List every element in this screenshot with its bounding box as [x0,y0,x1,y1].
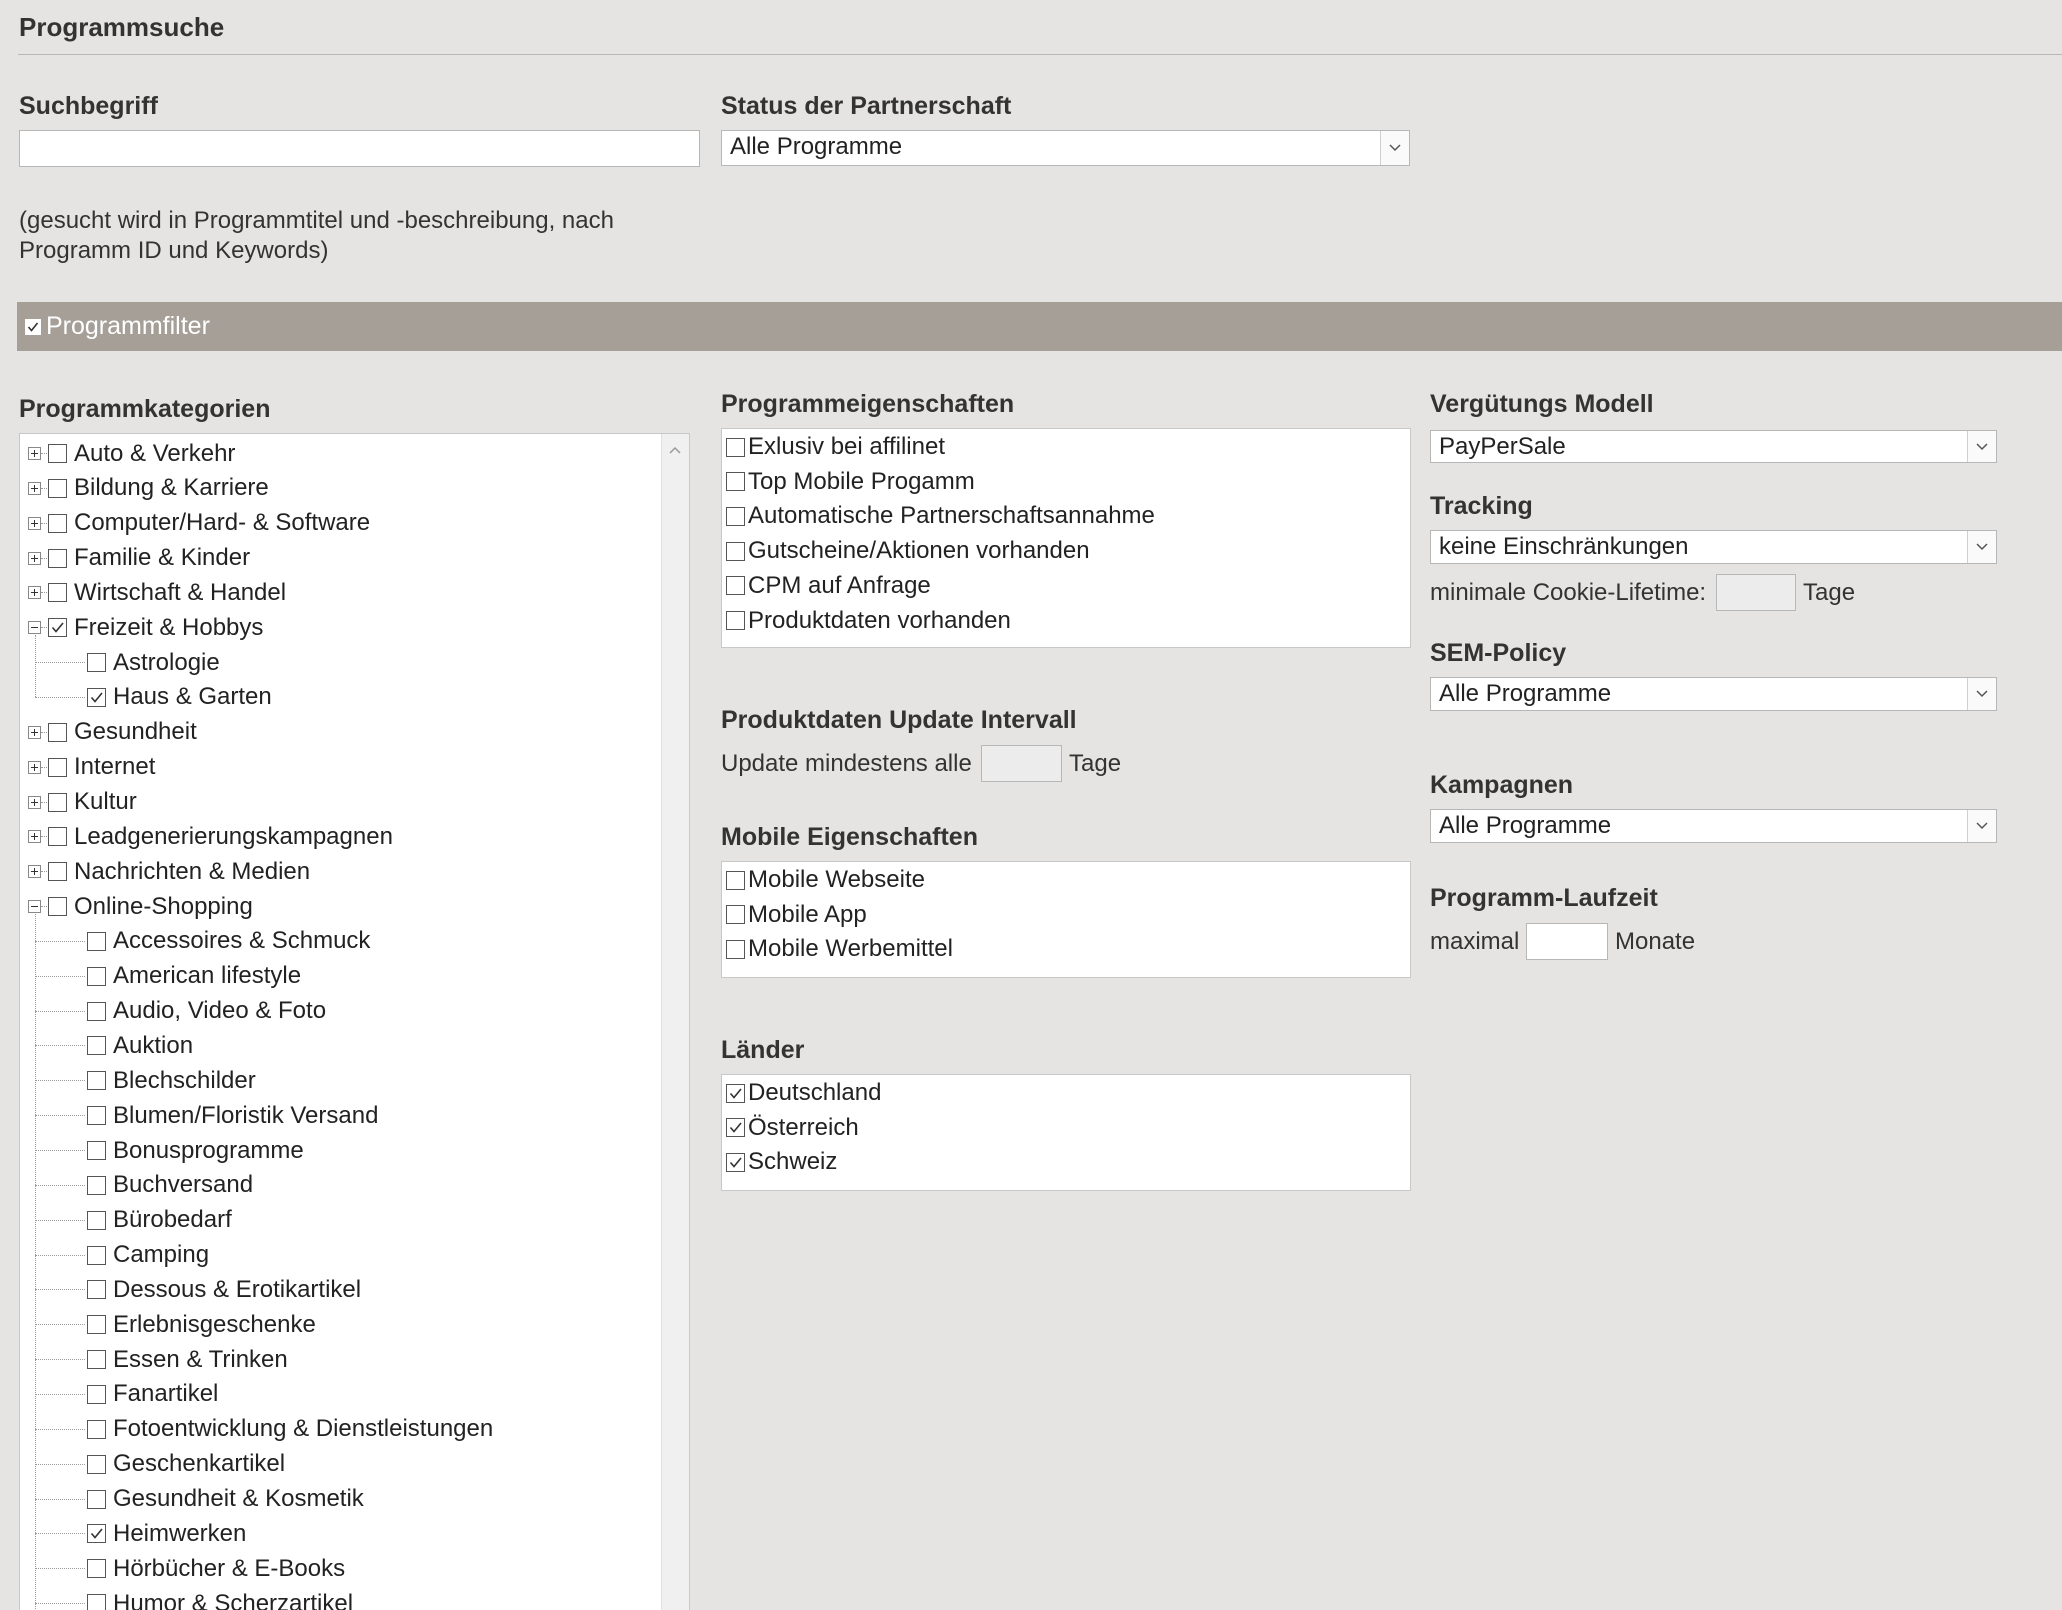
category-label: Dessous & Erotikartikel [113,1275,362,1303]
cookie-lifetime-input[interactable] [1716,574,1796,611]
category-checkbox[interactable] [48,514,67,533]
mobile-label: Mobile Eigenschaften [721,823,978,851]
mobile-property-option[interactable] [726,900,867,930]
categories-label: Programmkategorien [19,395,271,423]
chevron-down-icon[interactable] [1967,431,1996,462]
countries-box [721,1074,1411,1191]
category-label: Gesundheit [74,718,197,746]
payment-model-label: Vergütungs Modell [1430,390,1654,418]
category-checkbox[interactable] [87,1246,106,1265]
category-checkbox[interactable] [87,1106,106,1125]
category-label: Fotoentwicklung & Dienstleistungen [113,1415,494,1443]
tree-item[interactable] [28,750,155,785]
partnership-status-label: Status der Partnerschaft [721,92,1012,120]
country-option[interactable] [726,1113,859,1143]
category-checkbox[interactable] [87,1350,106,1369]
tree-connector [35,1115,85,1117]
category-label: Auto & Verkehr [74,439,236,467]
tree-connector [35,1150,85,1152]
category-checkbox[interactable] [48,862,67,881]
category-label: Heimwerken [113,1519,247,1547]
mobile-property-option[interactable] [726,865,925,895]
expand-icon[interactable] [28,726,41,739]
country-option[interactable] [726,1078,881,1108]
category-checkbox[interactable] [48,758,67,777]
mobile-property-option-label: Mobile Werbemittel [748,935,953,963]
category-checkbox[interactable] [87,1594,106,1610]
property-option-label: CPM auf Anfrage [748,571,931,599]
category-label: Freizeit & Hobbys [74,613,264,641]
property-option[interactable] [726,536,1090,566]
expand-icon[interactable] [28,517,41,530]
tree-item[interactable] [87,1586,353,1610]
property-checkbox[interactable] [726,472,745,491]
expand-icon[interactable] [28,482,41,495]
update-interval-suffix: Tage [1069,750,1122,777]
tree-scrollbar[interactable] [661,434,689,1610]
chevron-down-icon[interactable] [1380,131,1409,165]
country-option-label: Schweiz [748,1148,838,1176]
category-checkbox[interactable] [48,583,67,602]
category-label: Buchversand [113,1171,254,1199]
tree-connector [35,976,85,978]
expand-icon[interactable] [28,796,41,809]
tree-item[interactable] [87,1028,193,1063]
tree-item[interactable] [87,1098,378,1133]
category-label: Auktion [113,1031,194,1059]
partnership-status-value: Alle Programme [730,133,903,160]
category-label: Wirtschaft & Handel [74,578,287,606]
category-label: Bürobedarf [113,1206,232,1234]
tree-item[interactable] [87,1412,493,1447]
sem-policy-value: Alle Programme [1439,680,1612,707]
property-checkbox[interactable] [726,611,745,630]
property-option-label: Gutscheine/Aktionen vorhanden [748,537,1090,565]
tree-connector [35,1464,85,1466]
tracking-select[interactable] [1430,530,1997,564]
category-checkbox[interactable] [87,967,106,986]
update-interval-prefix: Update mindestens alle [721,750,972,777]
country-option-label: Österreich [748,1113,859,1141]
tree-connector [35,1045,85,1047]
sem-policy-select[interactable] [1430,677,1997,711]
category-label: Astrologie [113,648,220,676]
property-option[interactable] [726,467,975,497]
tree-item[interactable] [87,924,370,959]
tree-item[interactable] [28,436,235,471]
property-checkbox[interactable] [726,576,745,595]
campaigns-select[interactable] [1430,809,1997,843]
tree-connector [35,1394,85,1396]
tree-item[interactable] [28,506,370,541]
category-checkbox[interactable] [87,1385,106,1404]
tree-item[interactable] [87,1447,285,1482]
tree-item[interactable] [87,1238,209,1273]
category-label: Computer/Hard- & Software [74,509,371,537]
category-label: Leadgenerierungskampagnen [74,822,393,850]
country-checkbox[interactable] [726,1084,745,1103]
tree-item[interactable] [28,610,263,645]
property-checkbox[interactable] [726,542,745,561]
tree-item[interactable] [87,1133,304,1168]
category-checkbox[interactable] [48,618,67,637]
category-label: Familie & Kinder [74,544,251,572]
tree-connector [35,1220,85,1222]
expand-icon[interactable] [28,586,41,599]
tree-connector [35,1499,85,1501]
tree-item[interactable] [28,575,286,610]
search-label: Suchbegriff [19,92,158,120]
tree-item[interactable] [87,1516,246,1551]
category-label: Camping [113,1241,210,1269]
tree-connector [35,1359,85,1361]
cookie-lifetime-label: minimale Cookie-Lifetime: [1430,579,1707,606]
category-checkbox[interactable] [48,479,67,498]
category-checkbox[interactable] [48,723,67,742]
tree-connector [35,662,85,664]
category-label: Online-Shopping [74,892,253,920]
category-label: Bildung & Karriere [74,474,269,502]
tree-item[interactable] [28,785,137,820]
mobile-box [721,861,1411,978]
category-label: Essen & Trinken [113,1345,288,1373]
tree-item[interactable] [87,1168,253,1203]
runtime-suffix: Monate [1615,928,1696,955]
category-checkbox[interactable] [87,1141,106,1160]
category-checkbox[interactable] [87,1002,106,1021]
tree-connector [35,1185,85,1187]
properties-label: Programmeigenschaften [721,390,1015,418]
tree-connector [35,1324,85,1326]
property-option-label: Produktdaten vorhanden [748,606,1011,634]
category-label: Accessoires & Schmuck [113,927,371,955]
expand-icon[interactable] [28,761,41,774]
tree-connector [35,1289,85,1291]
expand-icon[interactable] [28,830,41,843]
category-checkbox[interactable] [48,793,67,812]
tree-connector [35,941,85,943]
tree-item[interactable] [87,1342,288,1377]
campaigns-value: Alle Programme [1439,812,1612,839]
country-checkbox[interactable] [726,1118,745,1137]
category-label: American lifestyle [113,962,302,990]
tree-connector [35,1011,85,1013]
category-checkbox[interactable] [87,1176,106,1195]
category-label: Geschenkartikel [113,1450,286,1478]
chevron-down-icon[interactable] [1967,678,1996,710]
properties-box [721,428,1411,648]
category-checkbox[interactable] [87,1420,106,1439]
tracking-label: Tracking [1430,492,1533,520]
tree-item[interactable] [87,680,272,715]
category-label: Kultur [74,788,137,815]
category-checkbox[interactable] [87,1280,106,1299]
tree-trunk [35,635,37,697]
category-checkbox[interactable] [87,1559,106,1578]
category-label: Hörbücher & E-Books [113,1554,346,1582]
tree-item[interactable] [87,1482,364,1517]
payment-model-value: PayPerSale [1439,433,1566,460]
category-checkbox[interactable] [48,549,67,568]
category-checkbox[interactable] [48,897,67,916]
collapse-icon[interactable] [28,900,41,913]
category-checkbox[interactable] [87,1490,106,1509]
chevron-down-icon[interactable] [1967,531,1996,563]
tree-item[interactable] [28,471,269,506]
country-option-label: Deutschland [748,1079,882,1106]
property-option[interactable] [726,432,945,462]
tree-item[interactable] [87,994,326,1029]
mobile-property-checkbox[interactable] [726,871,745,890]
chevron-down-icon[interactable] [1967,810,1996,842]
category-checkbox[interactable] [87,932,106,951]
title-divider [18,54,2062,55]
tree-item[interactable] [87,1377,218,1412]
category-checkbox[interactable] [87,1315,106,1334]
category-label: Haus & Garten [113,683,272,711]
tree-connector [35,1255,85,1257]
tracking-value: keine Einschränkungen [1439,533,1689,560]
expand-icon[interactable] [28,552,41,565]
category-label: Internet [74,753,156,781]
runtime-label: Programm-Laufzeit [1430,884,1658,912]
page-title: Programmsuche [19,12,225,42]
tree-item[interactable] [28,854,310,889]
property-option[interactable] [726,606,1011,636]
category-label: Nachrichten & Medien [74,857,311,885]
tree-connector [35,1568,85,1570]
program-filter-label: Programmfilter [46,312,210,340]
property-option-label: Top Mobile Progamm [748,467,975,495]
tree-item[interactable] [87,1063,256,1098]
search-input[interactable] [19,130,700,167]
program-filter-checkbox[interactable] [25,319,41,335]
tree-item[interactable] [28,541,250,576]
category-label: Erlebnisgeschenke [113,1310,316,1338]
category-checkbox[interactable] [87,1455,106,1474]
tree-item[interactable] [87,959,301,994]
category-checkbox[interactable] [48,444,67,463]
scroll-up-icon [669,446,681,454]
sem-policy-label: SEM-Policy [1430,639,1567,667]
category-label: Audio, Video & Foto [113,997,327,1025]
tree-trunk [35,914,37,1610]
category-checkbox[interactable] [87,1036,106,1055]
tree-item[interactable] [87,1551,345,1586]
program-filter-bar[interactable] [17,302,2062,351]
property-checkbox[interactable] [726,438,745,457]
tree-connector [35,1603,85,1605]
tree-item[interactable] [87,1272,361,1307]
category-checkbox[interactable] [87,1071,106,1090]
tree-item[interactable] [28,889,253,924]
category-label: Humor & Scherzartikel [113,1589,354,1610]
runtime-input[interactable] [1526,923,1608,960]
partnership-status-select[interactable] [721,130,1410,166]
category-label: Fanartikel [113,1380,219,1408]
tree-connector [35,1533,85,1535]
property-option-label: Exlusiv bei affilinet [748,433,945,460]
category-checkbox[interactable] [87,653,106,672]
property-option-label: Automatische Partnerschaftsannahme [748,502,1155,530]
mobile-property-checkbox[interactable] [726,905,745,924]
mobile-property-option[interactable] [726,934,953,964]
property-checkbox[interactable] [726,507,745,526]
campaigns-label: Kampagnen [1430,771,1574,799]
update-interval-label: Produktdaten Update Intervall [721,706,1077,734]
payment-model-select[interactable] [1430,430,1997,463]
tree-connector [35,1080,85,1082]
tree-item[interactable] [87,1203,232,1238]
runtime-prefix: maximal [1430,928,1520,955]
countries-label: Länder [721,1036,805,1064]
tree-item[interactable] [28,819,393,854]
country-option[interactable] [726,1147,837,1177]
expand-icon[interactable] [28,865,41,878]
property-option[interactable] [726,501,1155,531]
tree-connector [35,697,85,699]
category-checkbox[interactable] [87,1524,106,1543]
tree-item[interactable] [28,715,197,750]
category-checkbox[interactable] [48,827,67,846]
expand-icon[interactable] [28,447,41,460]
tree-connector [35,1429,85,1431]
category-checkbox[interactable] [87,1211,106,1230]
categories-tree [19,433,689,1610]
collapse-icon[interactable] [28,621,41,634]
search-hint-line-1: (gesucht wird in Programmtitel und -beschreibung, nach [19,207,614,234]
update-interval-input[interactable] [981,745,1062,782]
country-checkbox[interactable] [726,1153,745,1172]
mobile-property-option-label: Mobile App [748,900,867,928]
tree-item[interactable] [87,1307,316,1342]
category-label: Blumen/Floristik Versand [113,1101,379,1129]
cookie-lifetime-suffix: Tage [1803,579,1856,606]
category-label: Gesundheit & Kosmetik [113,1485,364,1512]
category-checkbox[interactable] [87,688,106,707]
property-option[interactable] [726,571,931,601]
category-label: Bonusprogramme [113,1136,304,1164]
mobile-property-checkbox[interactable] [726,940,745,959]
tree-item[interactable] [87,645,220,680]
mobile-property-option-label: Mobile Webseite [748,866,925,893]
search-hint-line-2: Programm ID und Keywords) [19,237,329,264]
category-label: Blechschilder [113,1066,256,1094]
